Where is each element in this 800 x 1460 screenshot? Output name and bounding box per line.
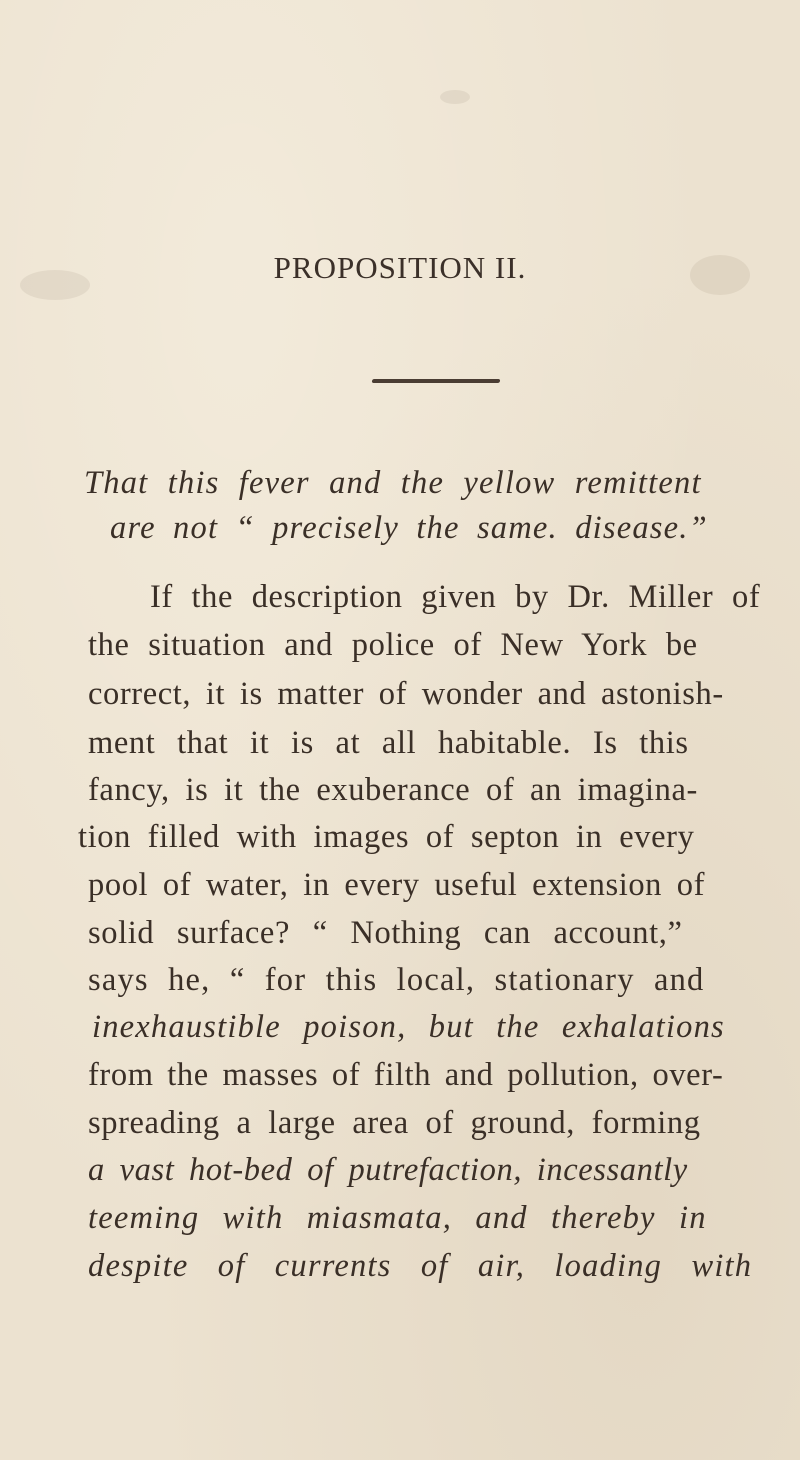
paragraph-line: If the description given by Dr. Miller of [150,579,761,615]
paragraph-line: says he, “ for this local, stationary and [88,962,705,998]
paragraph-line: from the masses of filth and pollution, over- [88,1057,724,1093]
paragraph-line: inexhaustible poison, but the exhalations [92,1009,725,1045]
paper-stain [440,90,470,104]
ornamental-rule [372,379,501,383]
paragraph-line: spreading a large area of ground, forming [88,1105,701,1141]
proposition-line: That this fever and the yellow remittent [84,465,702,501]
paragraph-line: teeming with miasmata, and thereby in [88,1200,707,1236]
paragraph-line: fancy, is it the exuberance of an imagina- [88,772,698,808]
paragraph-line: the situation and police of New York be [88,627,698,663]
paragraph-line: solid surface? “ Nothing can account,” [88,915,683,951]
paragraph-line: pool of water, in every useful extension of [88,867,706,903]
paragraph-line: despite of currents of air, loading with [88,1248,753,1284]
proposition-line: are not “ precisely the same. disease.” [110,510,708,546]
paragraph-line: a vast hot-bed of putrefaction, incessantly [88,1152,688,1188]
paragraph-line: correct, it is matter of wonder and astonish- [88,676,724,712]
paragraph-line: ment that it is at all habitable. Is this [88,725,689,761]
proposition-heading: PROPOSITION II. [273,250,527,285]
paragraph-line: tion filled with images of septon in every [78,819,695,855]
